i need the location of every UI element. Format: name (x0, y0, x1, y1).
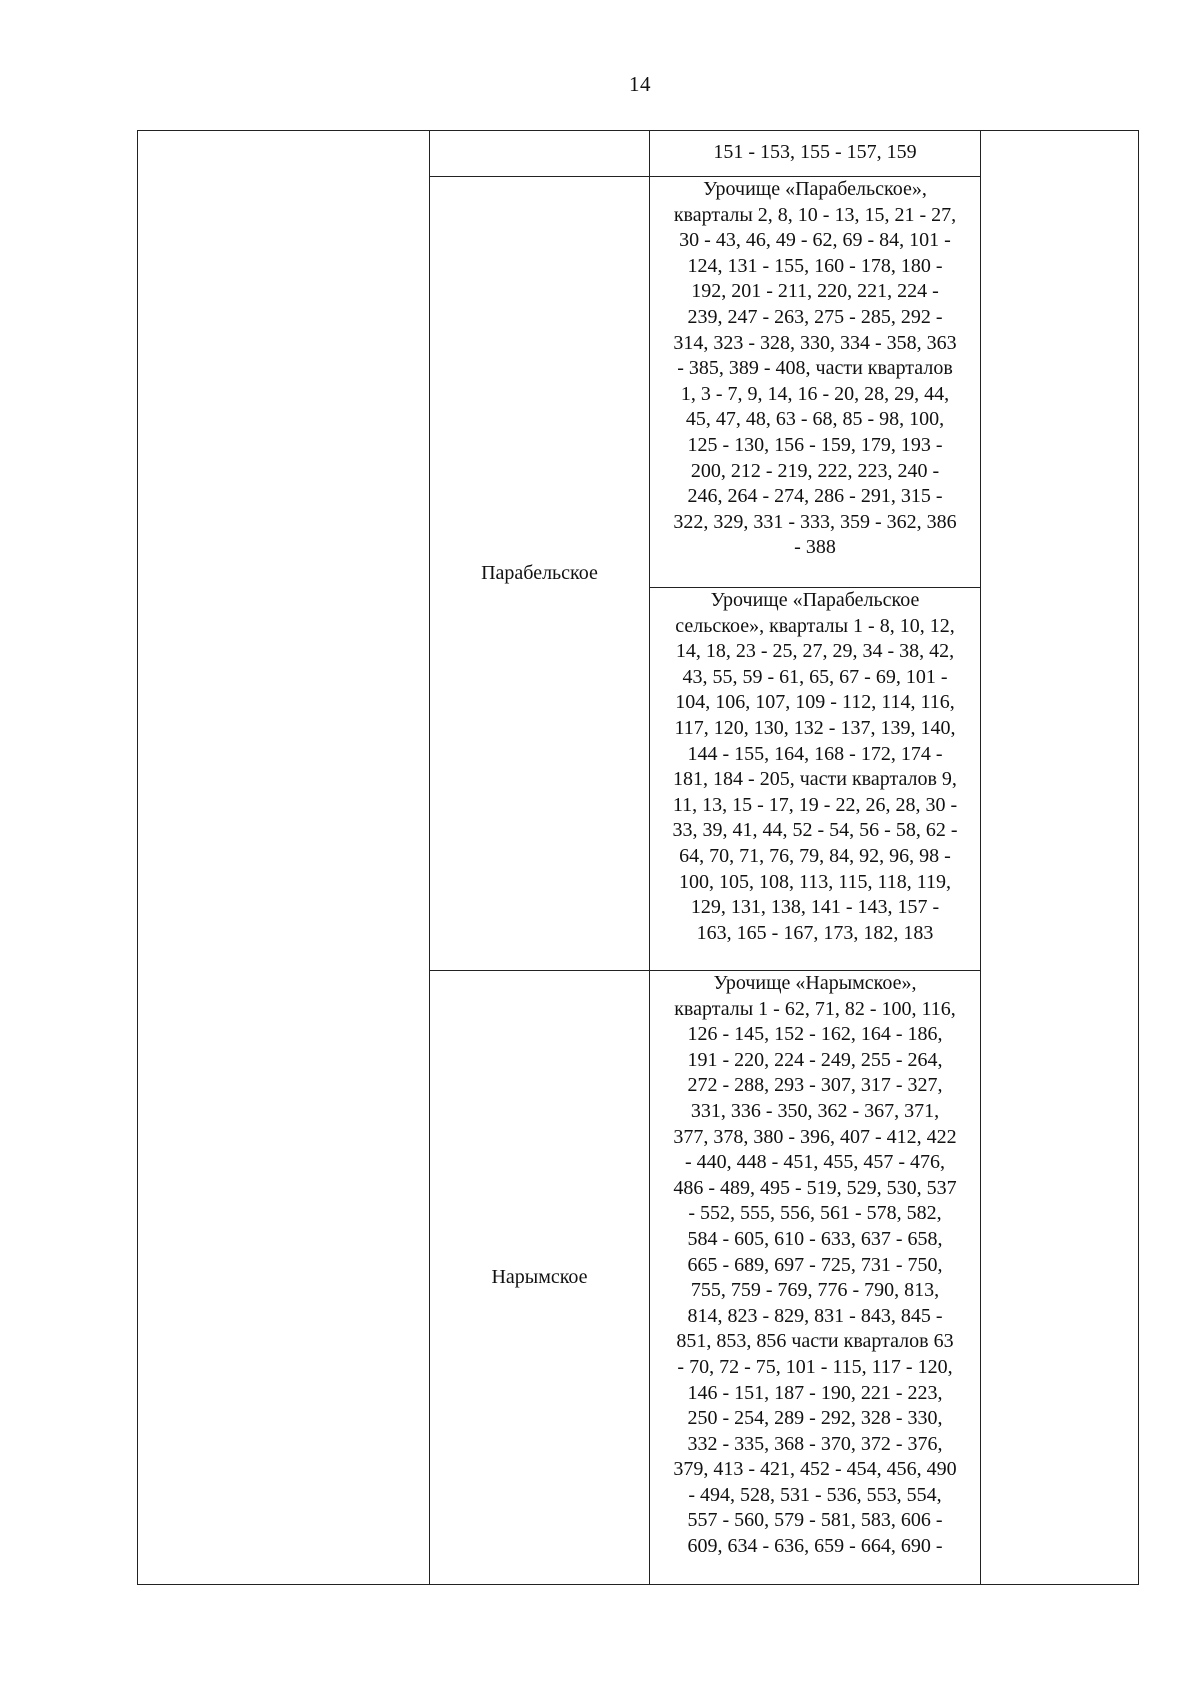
quarters-line: 124, 131 - 155, 160 - 178, 180 - (687, 254, 943, 277)
page-number: 14 (629, 72, 651, 96)
quarters-cell-narymskoe (650, 971, 981, 1585)
quarters-line: 11, 13, 15 - 17, 19 - 22, 26, 28, 30 - (672, 793, 958, 816)
quarters-line: 33, 39, 41, 44, 52 - 54, 56 - 58, 62 - (672, 819, 958, 842)
quarters-line: 379, 413 - 421, 452 - 454, 456, 490 (673, 1458, 957, 1481)
empty-column-cell (138, 131, 430, 1585)
quarters-line: 45, 47, 48, 63 - 68, 85 - 98, 100, (685, 408, 945, 431)
quarters-cell-parabelskoe-2 (650, 588, 981, 971)
quarters-line: Урочище «Парабельское (710, 589, 920, 611)
quarters-line: 486 - 489, 495 - 519, 529, 530, 537 (673, 1176, 957, 1199)
quarters-line: 14, 18, 23 - 25, 27, 29, 34 - 38, 42, (675, 640, 955, 663)
quarters-line: 557 - 560, 579 - 581, 583, 606 - (687, 1509, 943, 1532)
quarters-line: 584 - 605, 610 - 633, 637 - 658, (687, 1227, 943, 1250)
district-cell-narymskoe (430, 971, 650, 1585)
quarters-line: Урочище «Нарымское», (713, 972, 917, 994)
quarters-line: 117, 120, 130, 132 - 137, 139, 140, (674, 716, 956, 739)
quarters-line: 163, 165 - 167, 173, 182, 183 (696, 921, 934, 944)
quarters-line: - 494, 528, 531 - 536, 553, 554, (688, 1483, 942, 1506)
quarters-line: 314, 323 - 328, 330, 334 - 358, 363 (673, 331, 957, 354)
quarters-line: Урочище «Парабельское», (703, 178, 927, 200)
district-cell-parabelskoe (430, 177, 650, 971)
quarters-line: 129, 131, 138, 141 - 143, 157 - (690, 896, 940, 919)
quarters-line: 104, 106, 107, 109 - 112, 114, 116, (675, 691, 955, 714)
quarters-line: 246, 264 - 274, 286 - 291, 315 - (687, 485, 943, 508)
quarters-line: 146 - 151, 187 - 190, 221 - 223, (687, 1381, 943, 1404)
quarters-line: 755, 759 - 769, 776 - 790, 813, (690, 1279, 940, 1302)
quarters-line: 100, 105, 108, 113, 115, 118, 119, (678, 870, 952, 893)
quarters-line: 322, 329, 331 - 333, 359 - 362, 386 (673, 510, 957, 533)
district-cell (430, 131, 650, 177)
quarters-line: кварталы 1 - 62, 71, 82 - 100, 116, (674, 997, 956, 1020)
quarters-line: кварталы 2, 8, 10 - 13, 15, 21 - 27, (673, 203, 957, 226)
empty-column-cell (981, 131, 1139, 1585)
quarters-line: 377, 378, 380 - 396, 407 - 412, 422 (673, 1125, 957, 1148)
quarters-line: 30 - 43, 46, 49 - 62, 69 - 84, 101 - (679, 229, 951, 252)
quarters-line: - 70, 72 - 75, 101 - 115, 117 - 120, (677, 1355, 953, 1378)
quarters-line: - 385, 389 - 408, части кварталов (677, 357, 953, 380)
quarters-text (650, 971, 980, 1560)
quarters-line: 250 - 254, 289 - 292, 328 - 330, (687, 1407, 943, 1430)
quarters-line: 332 - 335, 368 - 370, 372 - 376, (687, 1432, 943, 1455)
quarters-line: сельское», кварталы 1 - 8, 10, 12, (675, 614, 955, 637)
quarters-line: 851, 853, 856 части кварталов 63 (676, 1330, 954, 1353)
quarters-text (650, 177, 980, 561)
quarters-cell-parabelskoe-1 (650, 177, 981, 588)
quarters-line: 125 - 130, 156 - 159, 179, 193 - (687, 433, 943, 456)
forest-quarters-table (137, 130, 1139, 1585)
quarters-cell (650, 131, 981, 177)
quarters-line: 272 - 288, 293 - 307, 317 - 327, (687, 1074, 943, 1097)
quarters-line: - 440, 448 - 451, 455, 457 - 476, (685, 1151, 945, 1174)
table-row (138, 131, 1139, 177)
quarters-line: 814, 823 - 829, 831 - 843, 845 - (687, 1304, 943, 1327)
quarters-line: - 388 (794, 536, 836, 559)
quarters-line: 151 - 153, 155 - 157, 159 (713, 141, 917, 163)
quarters-line: 665 - 689, 697 - 725, 731 - 750, (687, 1253, 943, 1276)
quarters-line: 191 - 220, 224 - 249, 255 - 264, (687, 1048, 943, 1071)
quarters-line: 200, 212 - 219, 222, 223, 240 - (690, 459, 940, 482)
quarters-line: 181, 184 - 205, части кварталов 9, (673, 768, 957, 791)
quarters-line: 331, 336 - 350, 362 - 367, 371, (690, 1099, 940, 1122)
quarters-line: 144 - 155, 164, 168 - 172, 174 - (687, 742, 943, 765)
quarters-line: 126 - 145, 152 - 162, 164 - 186, (687, 1023, 943, 1046)
quarters-text (650, 588, 980, 946)
quarters-line: 64, 70, 71, 76, 79, 84, 92, 96, 98 - (679, 844, 951, 867)
quarters-line: 1, 3 - 7, 9, 14, 16 - 20, 28, 29, 44, (680, 382, 950, 405)
quarters-line: 192, 201 - 211, 220, 221, 224 - (691, 280, 939, 303)
quarters-line: 43, 55, 59 - 61, 65, 67 - 69, 101 - (682, 665, 948, 688)
quarters-line: 239, 247 - 263, 275 - 285, 292 - (687, 305, 943, 328)
district-name: Нарымское (491, 1266, 588, 1288)
quarters-line: 609, 634 - 636, 659 - 664, 690 - (687, 1535, 943, 1558)
quarters-line: - 552, 555, 556, 561 - 578, 582, (688, 1202, 942, 1225)
district-name: Парабельское (481, 562, 598, 584)
